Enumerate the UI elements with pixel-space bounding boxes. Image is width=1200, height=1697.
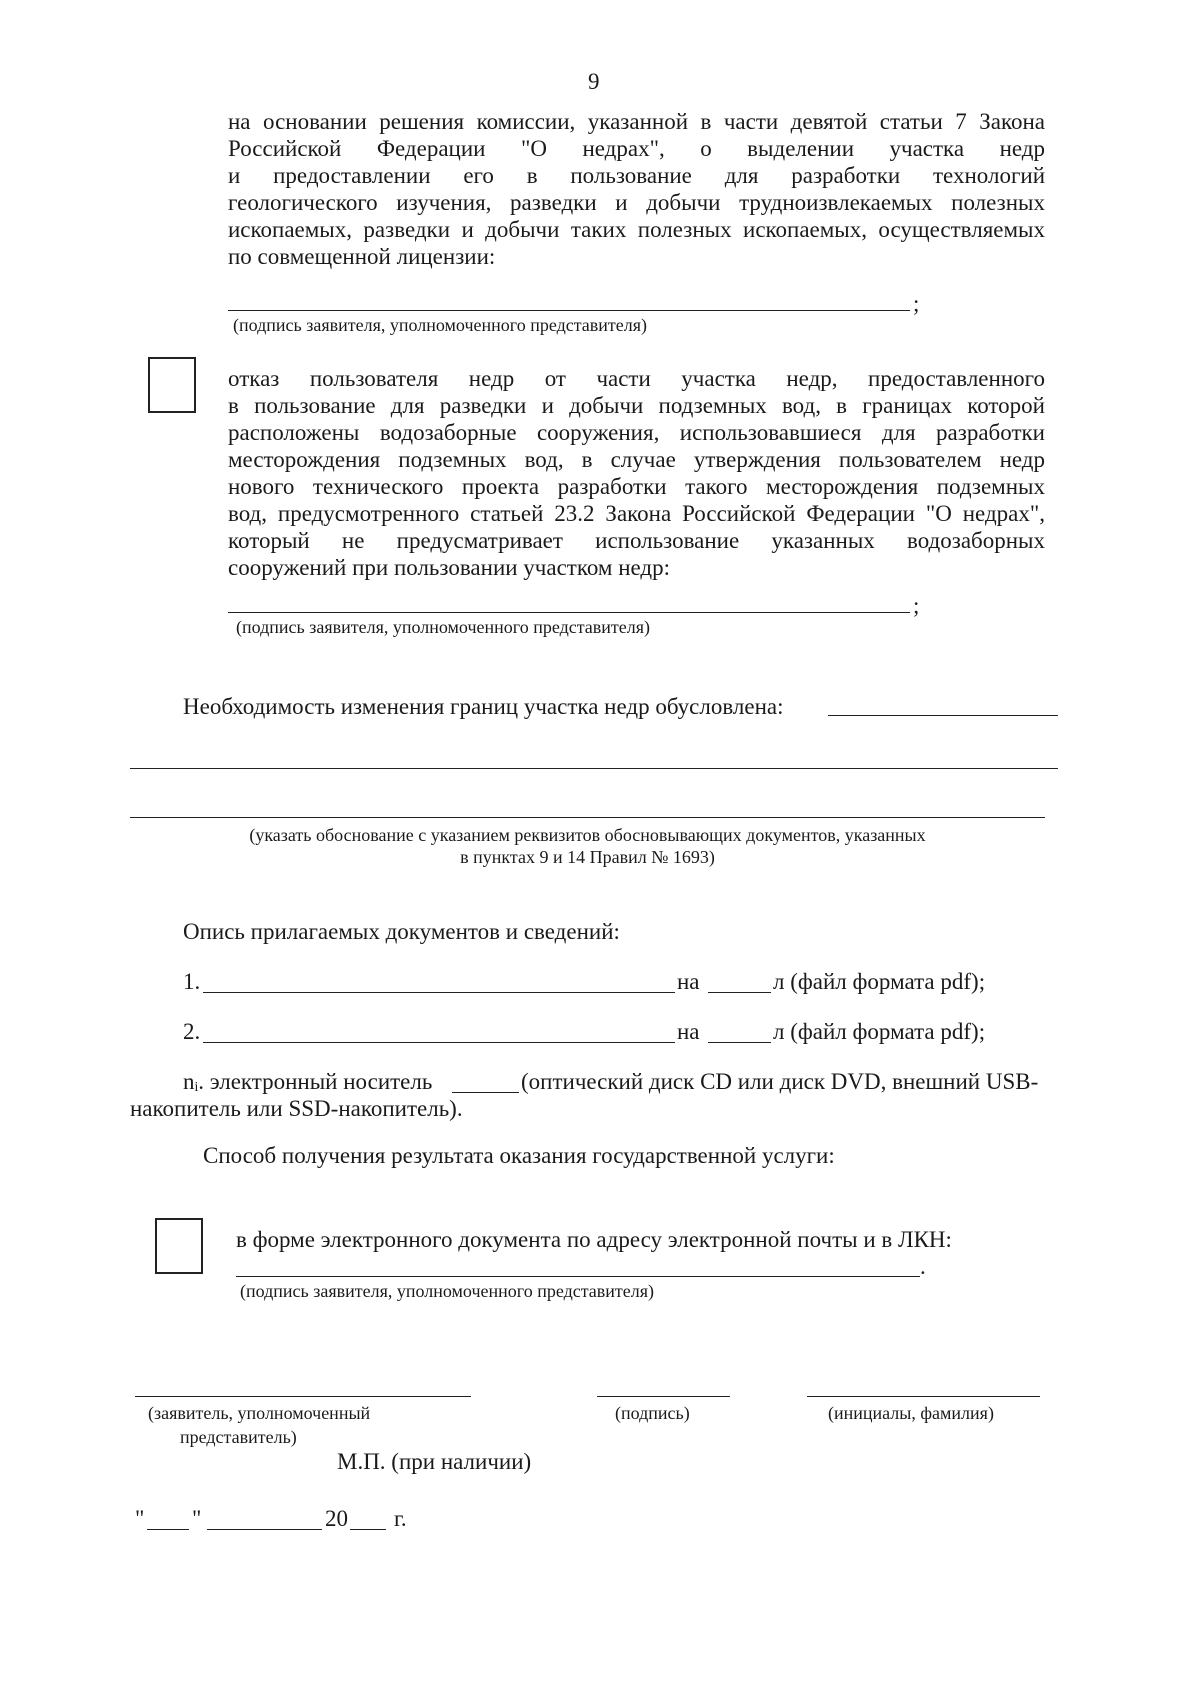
- inventory-item-2-num: 2.: [183, 1019, 201, 1044]
- section1-line: геологического изучения, разведки и добычи трудноизвлекаемых полезных: [228, 190, 1045, 215]
- stamp-label: М.П. (при наличии): [337, 1449, 532, 1474]
- delivery-checkbox[interactable]: [155, 1218, 203, 1274]
- page-number: 9: [588, 69, 600, 94]
- inventory-item-2-field[interactable]: [203, 1042, 675, 1043]
- delivery-caption: (подпись заявителя, уполномоченного представителя): [240, 1281, 655, 1301]
- section2-signature-field[interactable]: [228, 612, 910, 613]
- name-field[interactable]: [807, 1396, 1040, 1397]
- inventory-item-2-on: на: [677, 1019, 700, 1044]
- section2-line: сооружений при пользовании участком недр:: [228, 555, 671, 580]
- section2-line: отказ пользователя недр от части участка недр, предоставленного: [228, 366, 1045, 391]
- inventory-item-2-suffix: л (файл формата pdf);: [773, 1019, 986, 1044]
- section2-line: который не предусматривает использование указанных водозаборных: [228, 528, 1045, 553]
- date-quote-open: ": [135, 1506, 145, 1531]
- date-year-field[interactable]: [350, 1529, 386, 1530]
- section2-line: вод, предусмотренного статьей 23.2 Закона Российской Федерации "О недрах",: [228, 501, 1045, 526]
- section2-line: в пользование для разведки и добычи подземных вод, в границах которой: [228, 393, 1045, 418]
- date-year-prefix: 20: [325, 1506, 348, 1531]
- applicant-field[interactable]: [135, 1396, 471, 1397]
- inventory-item-2-pages-field[interactable]: [708, 1042, 771, 1043]
- delivery-title: Способ получения результата оказания государственной услуги:: [203, 1143, 835, 1168]
- inventory-media-field[interactable]: [452, 1092, 519, 1093]
- section2-line: нового технического проекта разработки такого месторождения подземных: [228, 474, 1045, 499]
- section1-caption: (подпись заявителя, уполномоченного представителя): [233, 315, 648, 335]
- inventory-item-1-suffix: л (файл формата pdf);: [773, 969, 986, 994]
- sign-field[interactable]: [597, 1396, 730, 1397]
- boundary-label: Необходимость изменения границ участка недр обусловлена:: [183, 694, 784, 719]
- date-day-field[interactable]: [147, 1529, 189, 1530]
- section1-line: ископаемых, разведки и добычи таких полезных ископаемых, осуществляемых: [228, 217, 1045, 242]
- inventory-item-1-on: на: [677, 969, 700, 994]
- inventory-item-1-field[interactable]: [203, 992, 675, 993]
- section2-line: месторождения подземных вод, в случае утверждения пользователем недр: [228, 447, 1045, 472]
- section1-signature-field[interactable]: [228, 310, 910, 311]
- boundary-caption: [130, 824, 1045, 868]
- inventory-title: Опись прилагаемых документов и сведений:: [183, 919, 620, 944]
- section1-line: Российской Федерации "О недрах", о выделении участка недр: [228, 136, 1045, 161]
- section2-line: расположены водозаборные сооружения, использовавшиеся для разработки: [228, 420, 1045, 445]
- name-caption: (инициалы, фамилия): [828, 1403, 994, 1423]
- inventory-item-1-pages-field[interactable]: [708, 992, 771, 993]
- sign-caption: (подпись): [615, 1403, 690, 1423]
- boundary-field-line2[interactable]: [130, 768, 1058, 769]
- inventory-media-prefix: nᵢ. электронный носитель: [183, 1069, 433, 1094]
- boundary-caption-line: (указать обоснование с указанием реквизитов обосновывающих документов, указанных: [249, 825, 926, 845]
- section2-checkbox[interactable]: [148, 357, 196, 413]
- date-year-suffix: г.: [394, 1506, 407, 1531]
- applicant-caption-line1: (заявитель, уполномоченный: [148, 1403, 371, 1423]
- inventory-item-1-num: 1.: [183, 969, 201, 994]
- section1-line: по совмещенной лицензии:: [228, 244, 496, 269]
- section2-line-end: ;: [913, 593, 920, 618]
- boundary-field-inline[interactable]: [828, 715, 1058, 716]
- boundary-caption-line: в пунктах 9 и 14 Правил № 1693): [460, 847, 715, 867]
- section2-caption: (подпись заявителя, уполномоченного представителя): [236, 617, 651, 637]
- inventory-media-suffix: (оптический диск CD или диск DVD, внешний USB-: [521, 1069, 1039, 1094]
- inventory-media-line2: накопитель или SSD-накопитель).: [130, 1096, 463, 1121]
- applicant-caption-line2: представитель): [180, 1427, 297, 1447]
- section1-text: [228, 108, 1045, 270]
- section2-text: [228, 365, 1045, 581]
- section1-line: на основании решения комиссии, указанной в части девятой статьи 7 Закона: [228, 109, 1045, 134]
- section1-line: и предоставлении его в пользование для разработки технологий: [228, 163, 1045, 188]
- date-month-field[interactable]: [207, 1529, 322, 1530]
- delivery-line-end: .: [920, 1254, 926, 1279]
- date-quote-close: ": [192, 1506, 202, 1531]
- boundary-field-line3[interactable]: [130, 817, 1045, 818]
- section1-line-end: ;: [913, 291, 920, 316]
- delivery-signature-field[interactable]: [236, 1276, 920, 1277]
- delivery-option: в форме электронного документа по адресу электронной почты и в ЛКН:: [236, 1227, 952, 1252]
